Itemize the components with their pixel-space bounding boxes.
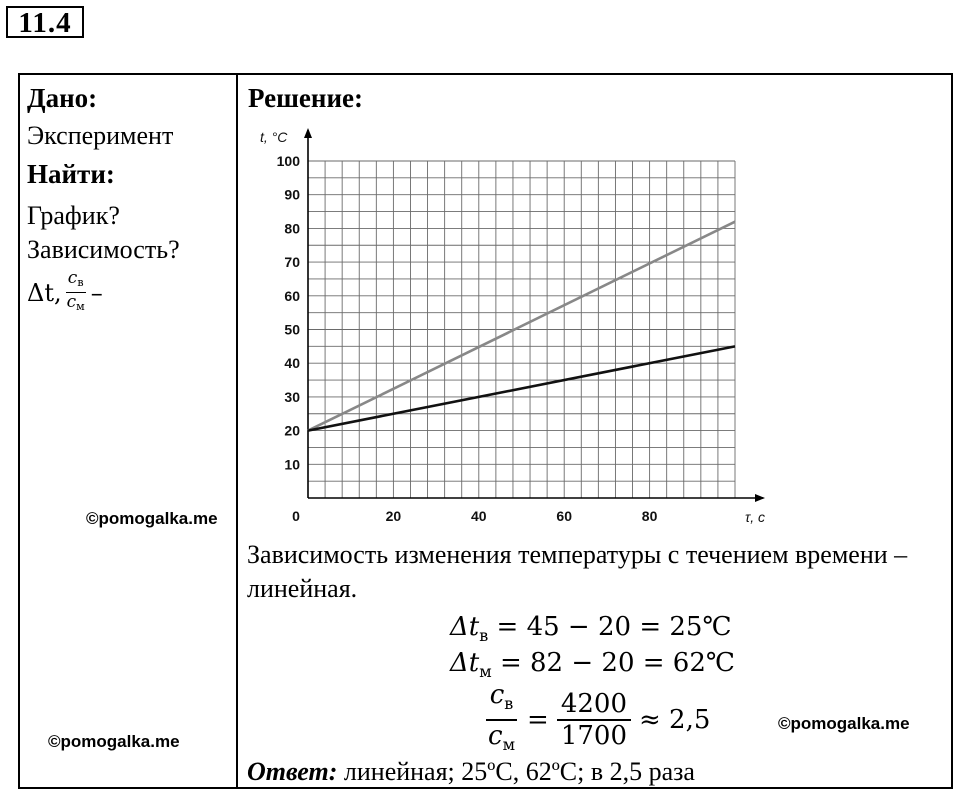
ratio-fraction-symbolic bbox=[484, 680, 519, 760]
x-axis-label: τ, с bbox=[745, 509, 766, 525]
ratio-fraction-numeric bbox=[557, 689, 631, 751]
chart-svg bbox=[238, 118, 778, 530]
answer-text: линейная; 25ºС, 62ºС; в 2,5 раза bbox=[337, 757, 695, 786]
x-tick-label: 40 bbox=[471, 508, 487, 524]
y-tick-label: 50 bbox=[284, 321, 300, 338]
y-tick-label: 40 bbox=[284, 355, 300, 372]
y-tick-label: 90 bbox=[284, 186, 300, 203]
ratio-num-value: 4200 bbox=[557, 689, 631, 721]
y-tick-label: 70 bbox=[284, 254, 300, 271]
find-list bbox=[27, 199, 232, 316]
equation-ratio bbox=[484, 680, 718, 760]
eq2-lhs-sub: м bbox=[479, 662, 492, 681]
chart-grid bbox=[308, 161, 735, 498]
ratio-num: c bbox=[489, 680, 505, 710]
temperature-chart bbox=[238, 118, 778, 535]
ratio-den-sub: м bbox=[502, 735, 516, 754]
answer-line bbox=[247, 756, 695, 788]
x-tick-label: 60 bbox=[556, 508, 572, 524]
y-tick-label: 10 bbox=[284, 456, 300, 473]
chart-series bbox=[308, 222, 735, 431]
eq2-rhs: = 82 − 20 = 62℃ bbox=[499, 648, 735, 678]
frac-num-sub: в bbox=[77, 276, 84, 289]
y-tick-label: 80 bbox=[284, 220, 300, 237]
ratio-den-value: 1700 bbox=[560, 721, 627, 751]
given-header: Дано: bbox=[27, 83, 98, 113]
y-axis-label: t, °C bbox=[260, 129, 288, 145]
find-item-dependence: Зависимость? bbox=[27, 235, 180, 264]
series-line-2 bbox=[308, 346, 735, 430]
given-column bbox=[27, 81, 232, 316]
eq1-lhs-sub: в bbox=[479, 626, 489, 645]
frac-num: c bbox=[67, 268, 78, 288]
frac-den: c bbox=[66, 292, 77, 312]
ratio-equals: = bbox=[527, 705, 549, 735]
series-line-1 bbox=[308, 222, 735, 431]
find-ratio-fraction bbox=[65, 269, 87, 316]
y-tick-label: 20 bbox=[284, 422, 300, 439]
eq1-lhs: Δt bbox=[450, 612, 480, 642]
watermark: ©pomogalka.me bbox=[48, 732, 180, 751]
y-tick-label: 100 bbox=[276, 153, 300, 169]
eq2-lhs: Δt bbox=[450, 648, 480, 678]
ratio-num-sub: в bbox=[504, 694, 514, 713]
y-axis-arrow bbox=[304, 128, 312, 138]
find-formula bbox=[27, 269, 232, 316]
x-tick-label: 0 bbox=[292, 508, 300, 524]
find-header: Найти: bbox=[27, 159, 115, 189]
watermark: ©pomogalka.me bbox=[778, 714, 910, 733]
chart-labels bbox=[260, 129, 765, 525]
y-tick-label: 30 bbox=[284, 388, 300, 405]
find-item-graph: График? bbox=[27, 201, 120, 230]
given-value: Эксперимент bbox=[27, 121, 174, 150]
chart-axes bbox=[304, 128, 765, 502]
solution-column bbox=[248, 81, 363, 115]
equation-delta-water bbox=[450, 611, 732, 652]
x-axis-arrow bbox=[755, 494, 765, 502]
ratio-result: ≈ 2,5 bbox=[638, 705, 711, 735]
eq1-rhs: = 45 − 20 = 25℃ bbox=[496, 612, 732, 642]
ratio-den: c bbox=[488, 721, 503, 751]
answer-label: Ответ: bbox=[247, 757, 338, 786]
find-delta-t: Δt, bbox=[27, 278, 62, 307]
task-number: 11.4 bbox=[6, 6, 84, 38]
solution-header: Решение: bbox=[248, 83, 363, 113]
watermark: ©pomogalka.me bbox=[86, 509, 218, 528]
x-tick-label: 80 bbox=[641, 508, 658, 524]
conclusion-text: Зависимость изменения температуры с течением времени – линейная. bbox=[247, 540, 908, 603]
find-dash: – bbox=[90, 278, 103, 307]
frac-den-sub: м bbox=[76, 300, 85, 313]
x-tick-label: 20 bbox=[385, 508, 402, 524]
y-tick-label: 60 bbox=[284, 287, 300, 304]
